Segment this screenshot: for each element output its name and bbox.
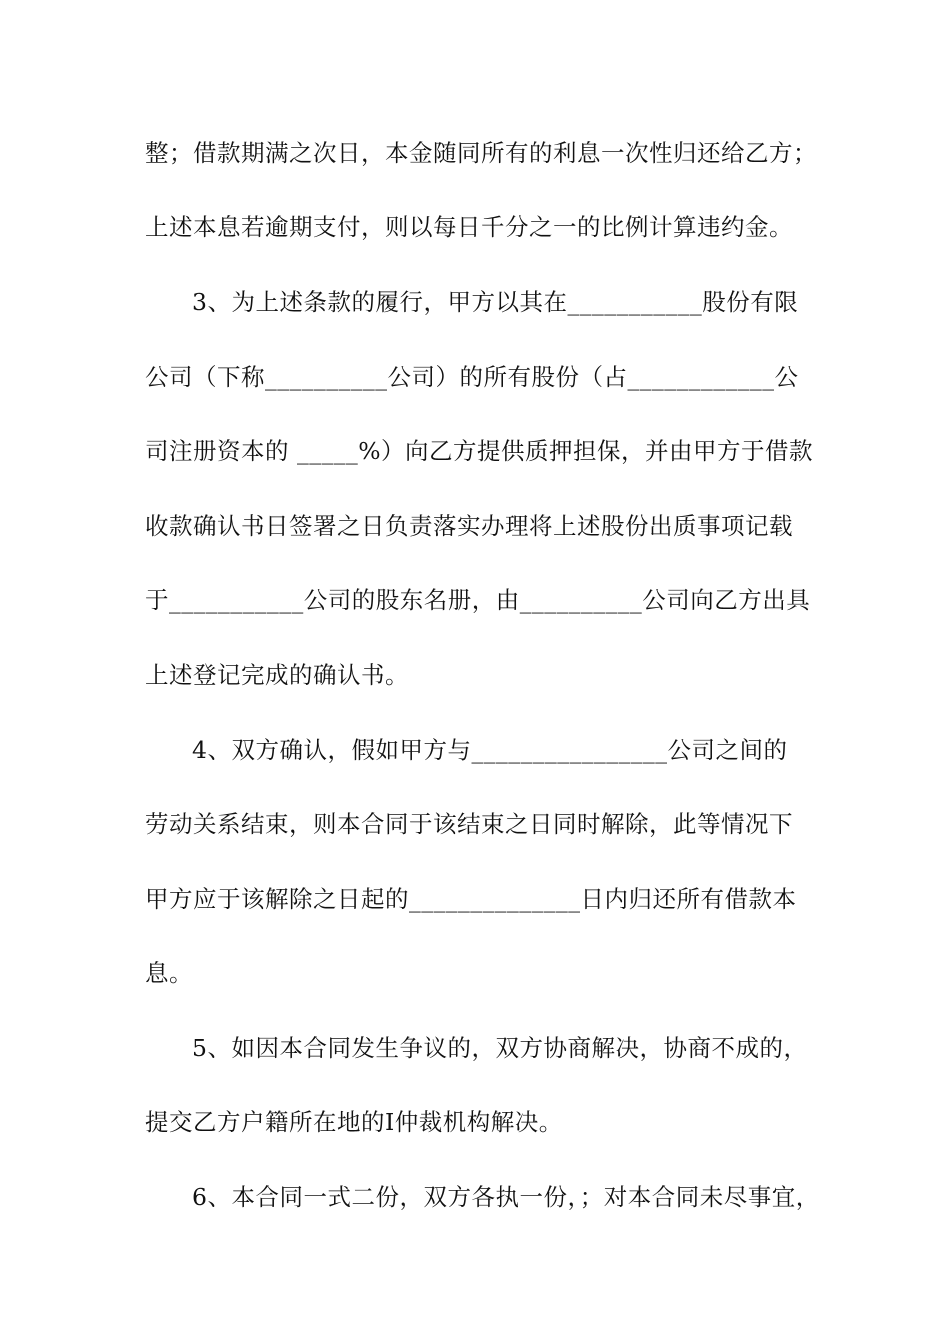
text-line: 上述登记完成的确认书。 xyxy=(145,661,409,689)
clause-3-line: 3、为上述条款的履行，甲方以其在___________股份有限 xyxy=(192,288,799,316)
text-line: 上述本息若逾期支付，则以每日千分之一的比例计算违约金。 xyxy=(145,213,793,241)
clause-5-line: 5、如因本合同发生争议的，双方协商解决，协商不成的， xyxy=(192,1034,808,1062)
text-line: 息。 xyxy=(145,959,193,987)
text-line: 整；借款期满之次日，本金随同所有的利息一次性归还给乙方； xyxy=(145,139,817,167)
clause-6-line: 6、本合同一式二份，双方各执一份，；对本合同未尽事宜， xyxy=(192,1183,820,1211)
text-line: 收款确认书日签署之日负责落实办理将上述股份出质事项记载 xyxy=(145,512,793,540)
text-line: 甲方应于该解除之日起的______________日内归还所有借款本 xyxy=(145,885,797,913)
text-line: 提交乙方户籍所在地的I仲裁机构解决。 xyxy=(145,1108,563,1136)
text-line: 于___________公司的股东名册，由__________公司向乙方出具 xyxy=(145,586,811,614)
text-line: 公司（下称__________公司）的所有股份（占____________公 xyxy=(145,363,799,391)
clause-4-line: 4、双方确认，假如甲方与________________公司之间的 xyxy=(192,736,788,764)
text-line: 劳动关系结束，则本合同于该结束之日同时解除，此等情况下 xyxy=(145,810,793,838)
text-line: 司注册资本的 _____%）向乙方提供质押担保，并由甲方于借款 xyxy=(145,437,814,465)
